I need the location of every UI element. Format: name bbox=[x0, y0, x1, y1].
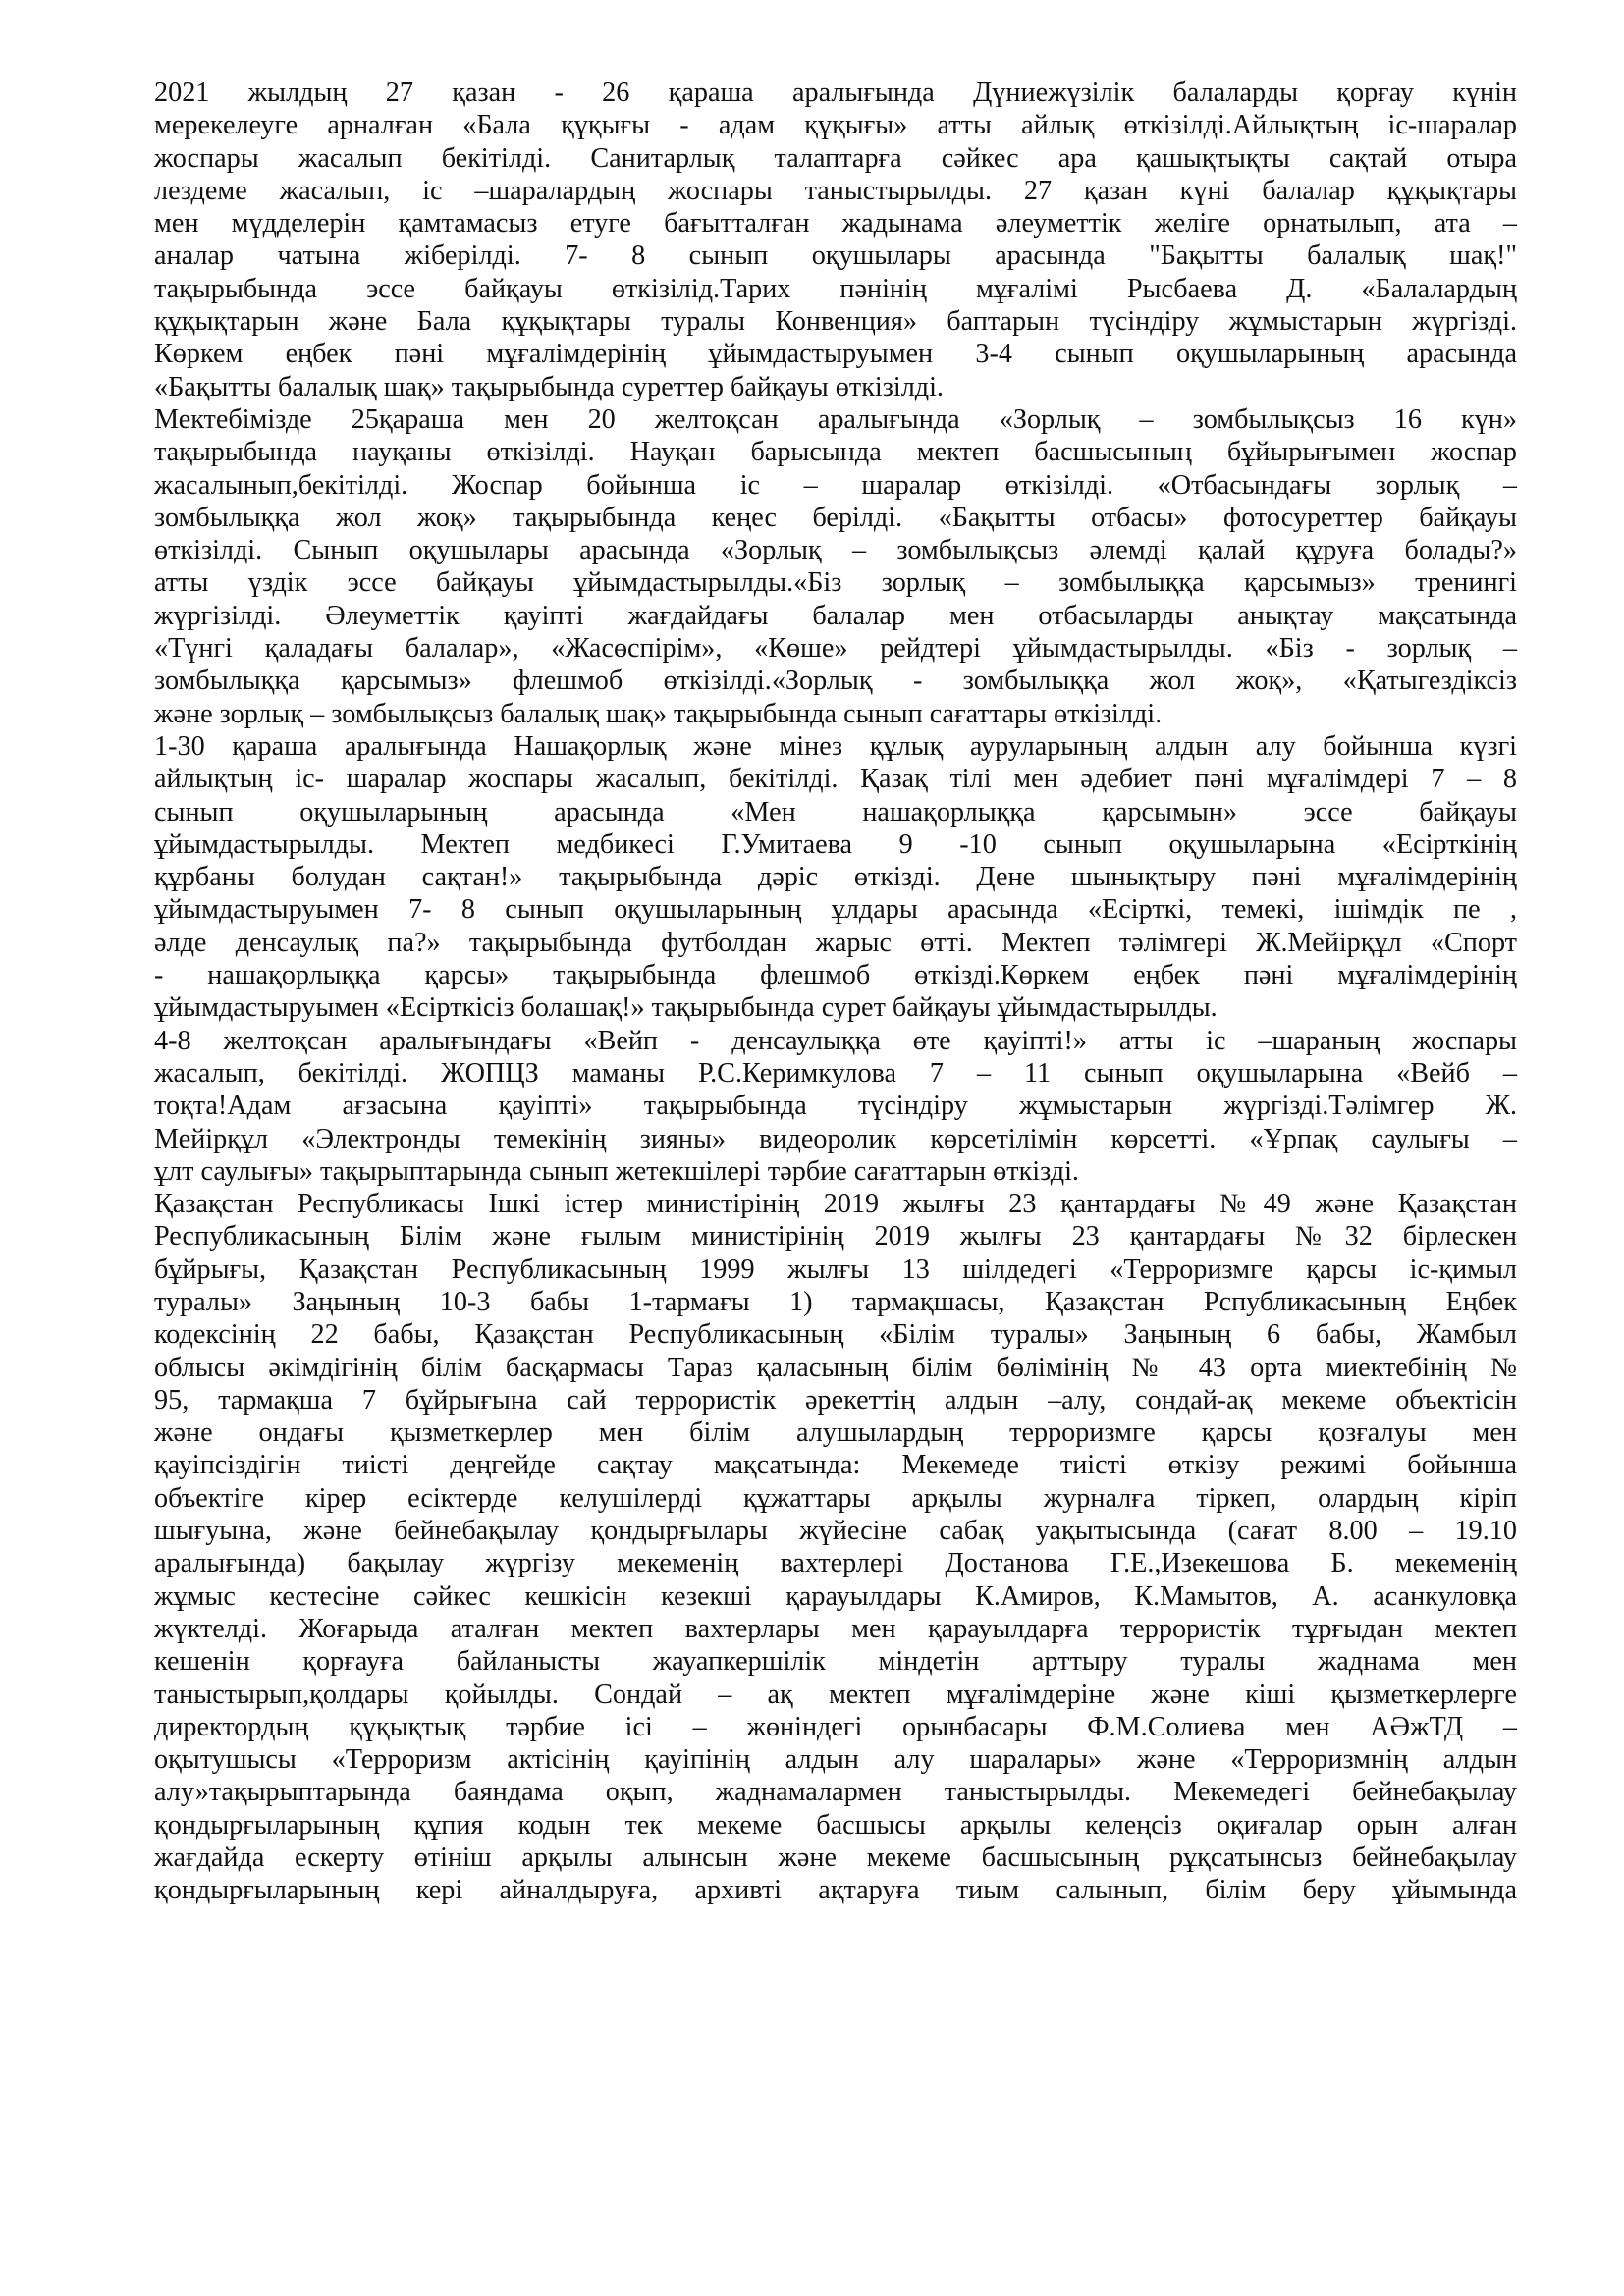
text-line: қондырғыларының кері айналдыруға, архивті ақтаруға тиым салынып, білім беру ұйымында bbox=[154, 1875, 1517, 1906]
text-line: әлде денсаулық па?» тақырыбында футболдан жарыс өтті. Мектеп тәлімгері Ж.Мейірқұл «Спорт bbox=[154, 927, 1517, 958]
text-line: мен мүдделерін қамтамасыз етуге бағытталған жадынама әлеуметтік желіге орнатылып, ата – bbox=[154, 208, 1517, 240]
paragraph bbox=[154, 77, 1517, 403]
text-line: объектіге кірер есіктерде келушілерді құжаттары арқылы журналға тіркеп, олардың кіріп bbox=[154, 1482, 1517, 1514]
text-line: құрбаны болудан сақтан!» тақырыбында дәріс өткізді. Дене шынықтыру пәні мұғалімдерінің bbox=[154, 862, 1517, 893]
text-line: шығуына, және бейнебақылау қондырғылары жүйесіне сабақ уақытысында (сағат 8.00 – 19.10 bbox=[154, 1516, 1517, 1547]
text-line: тақырыбында эссе байқауы өткізілід.Тарих пәнінің мұғалімі Рысбаева Д. «Балалардың bbox=[154, 273, 1517, 304]
text-line: ұйымдастырылды. Мектеп медбикесі Г.Умитаева 9 -10 сынып оқушыларына «Есірткінің bbox=[154, 828, 1517, 860]
text-line: сынып оқушыларының арасында «Мен нашақорлыққа қарсымын» эссе байқауы bbox=[154, 796, 1517, 828]
text-line: тақырыбында науқаны өткізілді. Науқан барысында мектеп басшысының бұйырығымен жоспар bbox=[154, 437, 1517, 468]
paragraph bbox=[154, 730, 1517, 1025]
paragraph bbox=[154, 403, 1517, 730]
text-line: 2021 жылдың 27 қазан - 26 қараша аралығында Дүниежүзілік балаларды қорғау күнін bbox=[154, 78, 1517, 108]
paragraph bbox=[154, 1025, 1517, 1188]
text-line: өткізілді. Сынып оқушылары арасында «Зорлық – зомбылықсыз әлемді қалай құруға болады?» bbox=[154, 535, 1517, 566]
text-line: жұмыс кестесіне сәйкес кешкісін кезекші қарауылдары К.Амиров, К.Мамытов, А. асанкуловқа bbox=[154, 1580, 1517, 1612]
text-line: жағдайда ескерту өтініш арқылы алынсын және мекеме басшысының рұқсатынсыз бейнебақылау bbox=[154, 1842, 1517, 1874]
text-line: таныстырып,қолдары қойылды. Сондай – ақ мектеп мұғалімдеріне және кіші қызметкерлерге bbox=[154, 1679, 1517, 1710]
text-line: туралы» Заңының 10-3 бабы 1-тармағы 1) тармақшасы, Қазақстан Рспубликасының Еңбек bbox=[154, 1286, 1517, 1317]
text-line: лездеме жасалып, іс –шаралардың жоспары таныстырылды. 27 қазан күні балалар құқықтары bbox=[154, 175, 1517, 206]
text-line: - нашақорлыққа қарсы» тақырыбында флешмоб өткізді.Көркем еңбек пәні мұғалімдерінің bbox=[154, 960, 1517, 991]
text-line: ұлт саулығы» тақырыптарында сынып жетекшілері тәрбие сағаттарын өткізді. bbox=[154, 1155, 1079, 1187]
text-line: жүргізілді. Әлеуметтік қауіпті жағдайдағы балалар мен отбасыларды анықтау мақсатында bbox=[154, 600, 1517, 631]
text-line: Көркем еңбек пәні мұғалімдерінің ұйымдастыруымен 3-4 сынып оқушыларының арасында bbox=[154, 339, 1517, 370]
text-line: ұйымдастыруымен 7- 8 сынып оқушыларының ұлдары арасында «Есірткі, темекі, ішімдік пе , bbox=[154, 894, 1517, 926]
text-line: және ондағы қызметкерлер мен білім алушылардың терроризмге қарсы қозғалуы мен bbox=[154, 1417, 1517, 1449]
text-line: айлықтың іс- шаралар жоспары жасалып, бекітілді. Қазақ тілі мен әдебиет пәні мұғалімдері 7 – 8 bbox=[154, 764, 1517, 795]
text-line: жасалынып,бекітілді. Жоспар бойынша іс – шаралар өткізілді. «Отбасындағы зорлық – bbox=[154, 469, 1517, 501]
text-line: алу»тақырыптарында баяндама оқып, жаднамалармен таныстырылды. Мекемедегі бейнебақылау bbox=[154, 1777, 1517, 1808]
text-line: «Бақытты балалық шақ» тақырыбында суреттер байқауы өткізілді. bbox=[154, 371, 944, 402]
text-line: аналар чатына жіберілді. 7- 8 сынып оқушылары арасында "Бақытты балалық шақ!" bbox=[154, 240, 1517, 272]
text-line: ұйымдастыруымен «Есірткісіз болашақ!» тақырыбында сурет байқауы ұйымдастырылды. bbox=[154, 992, 1218, 1024]
text-line: зомбылыққа жол жоқ» тақырыбында кеңес берілді. «Бақытты отбасы» фотосуреттер байқауы bbox=[154, 502, 1517, 533]
document-page bbox=[154, 77, 1517, 1907]
text-line: оқытушысы «Терроризм актісінің қауіпінің алдын алу шаралары» және «Терроризмнің алдын bbox=[154, 1744, 1517, 1776]
text-line: кешенін қорғауға байланысты жауапкершілік міндетін арттыру туралы жаднама мен bbox=[154, 1646, 1517, 1678]
text-line: және зорлық – зомбылықсыз балалық шақ» тақырыбында сынып сағаттары өткізілді. bbox=[154, 698, 1163, 729]
text-line: Қазақстан Республикасы Ішкі істер министірінің 2019 жылғы 23 қантардағы №49 және Қазақстан bbox=[154, 1189, 1517, 1220]
text-line: жасалып, бекітілді. ЖОПЦЗ маманы Р.С.Керимкулова 7 – 11 сынып оқушыларына «Вейб – bbox=[154, 1057, 1517, 1089]
text-line: Мейірқұл «Электронды темекінің зияны» видеоролик көрсетілімін көрсетті. «Ұрпақ саулығы – bbox=[154, 1123, 1517, 1154]
text-line: 4-8 желтоқсан аралығындағы «Вейп - денсаулыққа өте қауіпті!» атты іс –шараның жоспары bbox=[154, 1025, 1517, 1056]
text-line: жоспары жасалып бекітілді. Санитарлық талаптарға сәйкес ара қашықтықты сақтай отыра bbox=[154, 142, 1517, 174]
text-line: қондырғыларының құпия кодын тек мекеме басшысы арқылы келеңсіз оқиғалар орын алған bbox=[154, 1809, 1517, 1841]
text-line: Республикасының Білім және ғылым министірінің 2019 жылғы 23 қантардағы №32 бірлескен bbox=[154, 1221, 1517, 1253]
text-line: облысы әкімдігінің білім басқармасы Тараз қаласының білім бөлімінің № 43 орта миектебінің № bbox=[154, 1352, 1517, 1383]
text-line: жүктелді. Жоғарыда аталған мектеп вахтерлары мен қарауылдарға террористік тұрғыдан мектеп bbox=[154, 1613, 1517, 1644]
text-line: Мектебімізде 25қараша мен 20 желтоқсан аралығында «Зорлық – зомбылықсыз 16 күн» bbox=[154, 403, 1517, 435]
text-line: кодексінің 22 бабы, Қазақстан Республикасының «Білім туралы» Заңының 6 бабы, Жамбыл bbox=[154, 1319, 1517, 1351]
text-line: тоқта!Адам ағзасына қауіпті» тақырыбында түсіндіру жұмыстарын жүргізді.Тәлімгер Ж. bbox=[154, 1091, 1517, 1122]
text-line: құқықтарын және Бала құқықтары туралы Конвенция» баптарын түсіндіру жұмыстарын жүргізді. bbox=[154, 306, 1517, 338]
text-line: мерекелеуге арналған «Бала құқығы - адам құқығы» атты айлық өткізілді.Айлықтың іс-шаралар bbox=[154, 110, 1517, 141]
text-line: қауіпсіздігін тиісті деңгейде сақтау мақсатында: Мекемеде тиісті өткізу режимі бойынша bbox=[154, 1450, 1517, 1481]
text-line: аралығында) бақылау жүргізу мекеменің вахтерлері Достанова Г.Е.,Изекешова Б. мекеменің bbox=[154, 1548, 1517, 1579]
paragraph bbox=[154, 1188, 1517, 1907]
text-line: 1-30 қараша аралығында Нашақорлық және мінез құлық ауруларының алдын алу бойынша күзгі bbox=[154, 730, 1517, 762]
text-line: зомбылыққа қарсымыз» флешмоб өткізілді.«Зорлық - зомбылыққа жол жоқ», «Қатыгездіксіз bbox=[154, 666, 1517, 697]
text-line: «Түнгі қаладағы балалар», «Жасөспірім», «Көше» рейдтері ұйымдастырылды. «Біз - зорлық – bbox=[154, 633, 1517, 665]
text-line: бұйрығы, Қазақстан Республикасының 1999 жылғы 13 шілдедегі «Терроризмге қарсы іс-қимыл bbox=[154, 1254, 1517, 1285]
text-line: атты үздік эссе байқауы ұйымдастырылды.«Біз зорлық – зомбылыққа қарсымыз» тренингі bbox=[154, 567, 1517, 599]
text-line: 95, тармақша 7 бұйрығына сай террористік әрекеттің алдын –алу, сондай-ақ мекеме объектісін bbox=[154, 1384, 1517, 1415]
text-line: директордың құқықтық тәрбие ісі – жөніндегі орынбасары Ф.М.Солиева мен АӘжТД – bbox=[154, 1711, 1517, 1742]
